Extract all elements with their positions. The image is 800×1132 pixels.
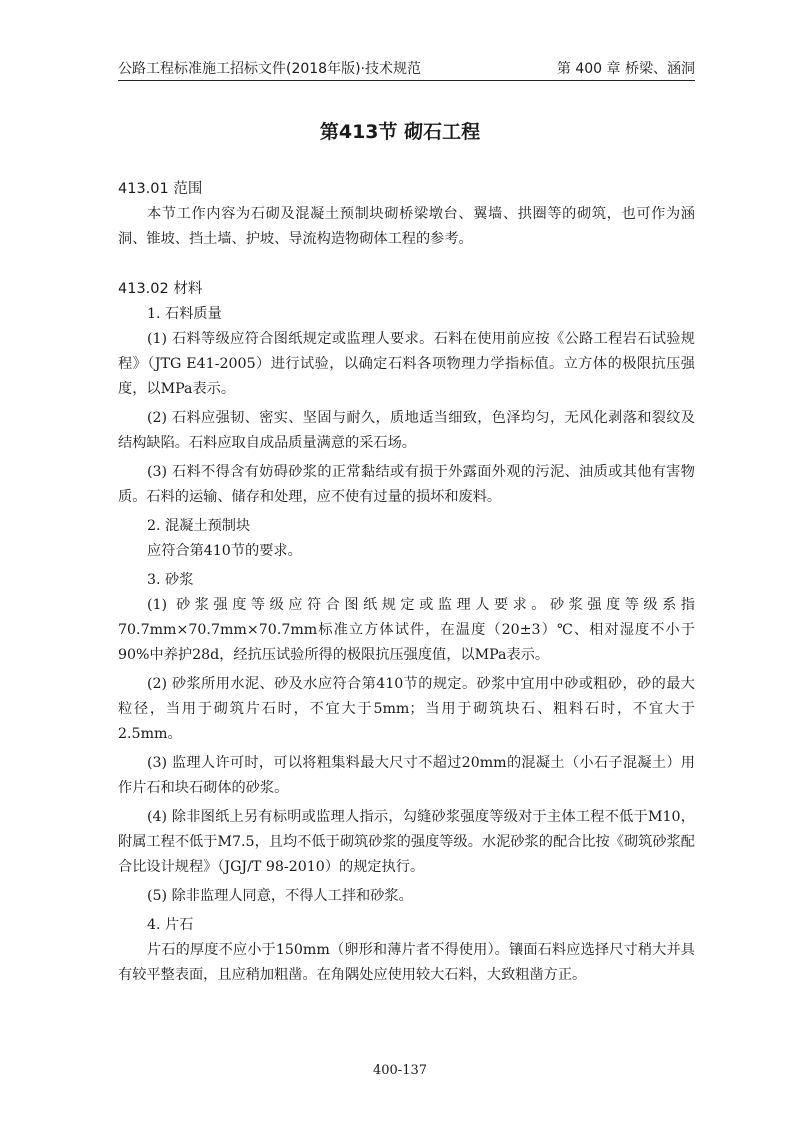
rubble-subheading: 4. 片石 — [147, 917, 194, 933]
mortar-item-3: (3) 监理人许可时，可以将粗集料最大尺寸不超过20mm的混凝土（小石子混凝土）用作片石和块石砌体的砂浆。 — [118, 755, 695, 796]
mortar-item-1: (1) 砂浆强度等级应符合图纸规定或监理人要求。砂浆强度等级系指70.7mm×70.7mm×70.7mm标准立方体试件，在温度（20±3）℃、相对湿度不小于90%中养护28d，经抗压试验所得的极限抗压强度值，以MPa表示。 — [118, 597, 695, 663]
precast-block-subheading: 2. 混凝土预制块 — [147, 518, 251, 534]
rubble-paragraph: 片石的厚度不应小于150mm（卵形和薄片者不得使用）。镶面石料应选择尺寸稍大并具有较平整表面，且应稍加粗凿。在角隅处应使用较大石料，大致粗凿方正。 — [118, 942, 695, 983]
materials-heading: 413.02 材料 — [118, 281, 203, 297]
page-number: 400-137 — [372, 1063, 428, 1078]
header-chapter-title: 第 400 章 桥梁、涵洞 — [556, 61, 695, 77]
precast-block-paragraph: 应符合第410节的要求。 — [147, 543, 302, 559]
stone-quality-subheading: 1. 石料质量 — [147, 306, 222, 322]
mortar-item-2: (2) 砂浆所用水泥、砂及水应符合第410节的规定。砂浆中宜用中砂或粗砂，砂的最大粒径，当用于砌筑片石时，不宜大于5mm；当用于砌筑块石、粗料石时，不宜大于2.5mm。 — [118, 676, 695, 742]
stone-quality-item-3: (3) 石料不得含有妨碍砂浆的正常黏结或有损于外露面外观的污泥、油质或其他有害物质。石料的运输、储存和处理，应不使有过量的损坏和废料。 — [118, 464, 695, 505]
document-body — [118, 177, 695, 988]
mortar-item-4: (4) 除非图纸上另有标明或监理人指示，勾缝砂浆强度等级对于主体工程不低于M10，附属工程不低于M7.5，且均不低于砌筑砂浆的强度等级。水泥砂浆的配合比按《砌筑砂浆配合比设计规程》（JGJ/T 98-2010）的规定执行。 — [118, 809, 695, 875]
mortar-subheading: 3. 砂浆 — [147, 572, 194, 588]
scope-heading: 413.01 范围 — [118, 181, 203, 197]
mortar-item-5: (5) 除非监理人同意，不得人工拌和砂浆。 — [147, 888, 413, 904]
header-document-title: 公路工程标准施工招标文件(2018年版)·技术规范 — [118, 61, 422, 77]
stone-quality-item-1: (1) 石料等级应符合图纸规定或监理人要求。石料在使用前应按《公路工程岩石试验规程》（JTG E41-2005）进行试验，以确定石料各项物理力学指标值。立方体的极限抗压强度，以MPa表示。 — [118, 331, 695, 397]
section-gap — [118, 252, 695, 277]
section-title: 第413节 砌石工程 — [319, 121, 481, 143]
running-header — [118, 50, 695, 81]
scope-paragraph: 本节工作内容为石砌及混凝土预制块砌桥梁墩台、翼墙、拱圈等的砌筑，也可作为涵洞、锥坡、挡土墙、护坡、导流构造物砌体工程的参考。 — [118, 206, 695, 247]
stone-quality-item-2: (2) 石料应强韧、密实、坚固与耐久，质地适当细致，色泽均匀，无风化剥落和裂纹及结构缺陷。石料应取自成品质量满意的采石场。 — [118, 410, 695, 451]
